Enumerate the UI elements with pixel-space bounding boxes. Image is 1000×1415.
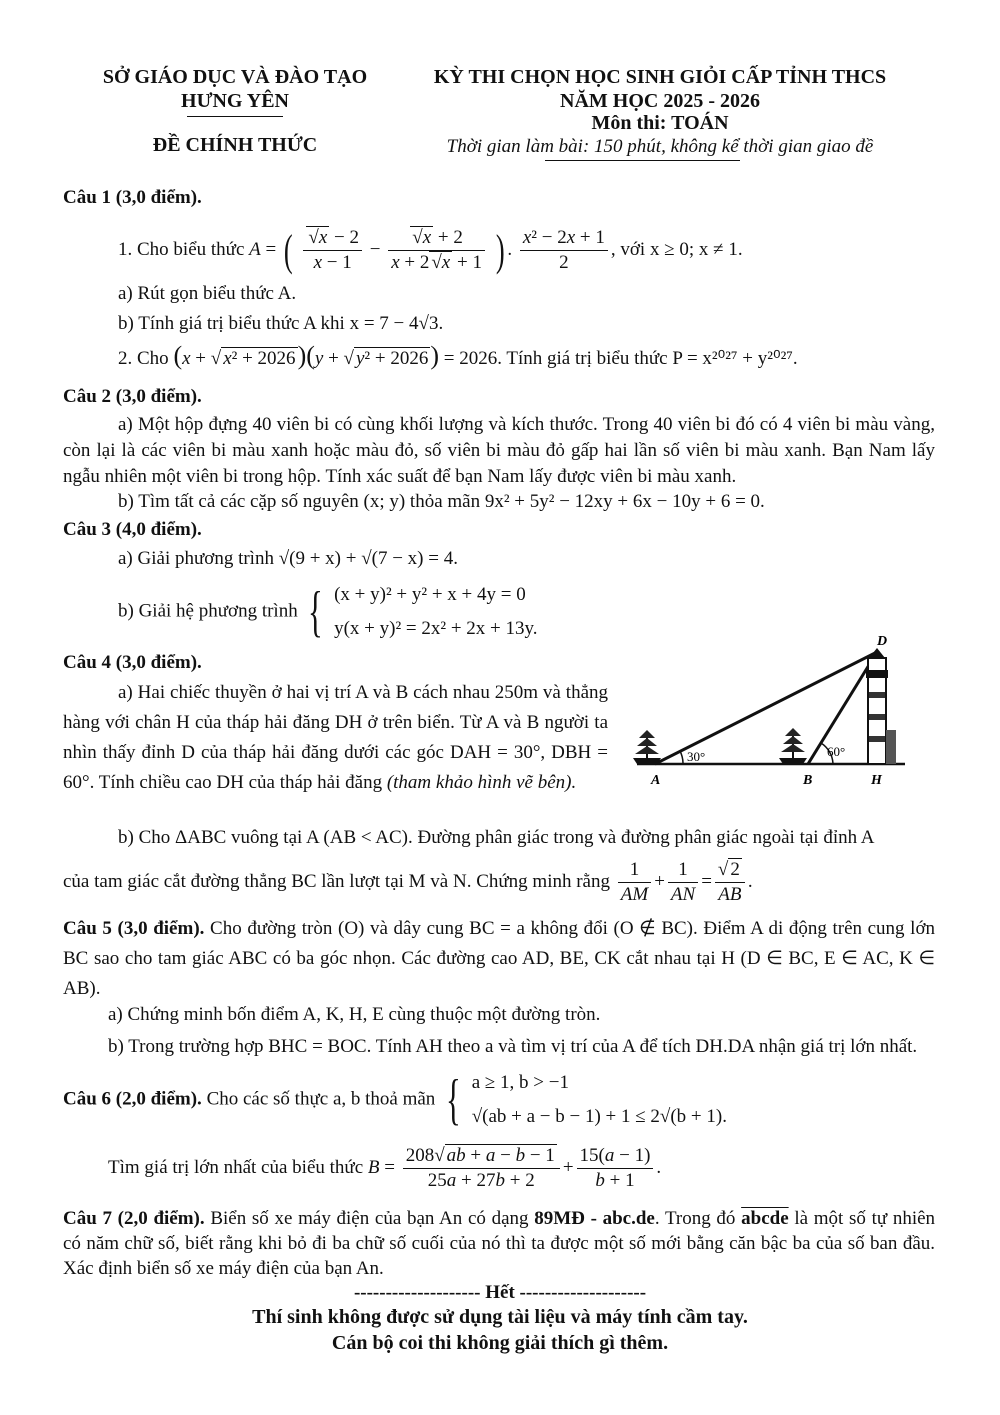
official-label: ĐỀ CHÍNH THỨC (152, 134, 318, 156)
time-underline (545, 160, 740, 161)
q5-a: a) Chứng minh bốn điểm A, K, H, E cùng thuộc một đường tròn. (108, 1004, 601, 1025)
school-year: NĂM HỌC 2025 - 2026 (560, 90, 760, 112)
q1-b: b) Tính giá trị biểu thức A khi x = 7 − 4√3. (118, 313, 444, 334)
q5-title: Câu 5 (3,0 điểm). (63, 918, 205, 939)
q3-b-prefix: b) Giải hệ phương trình (118, 600, 298, 622)
q4-b-line2: của tam giác cắt đường thẳng BC lần lượt tại M và N. Chứng minh rằng $\frac{1}{AM}$ + $\frac{1}{AN}$ = $\frac{√ 2}{AB}$ . (63, 859, 753, 906)
q6-title: Câu 6 (2,0 điểm). (63, 1088, 202, 1110)
q4-a (63, 678, 608, 798)
q3-eq1: (x + y)² + y² + x + 4y = 0 (334, 584, 526, 605)
q6-cond1: a ≥ 1, b > −1 (471, 1072, 569, 1093)
q7-plate: 89MĐ - abc.de (534, 1208, 655, 1229)
q7-digits: abcde (741, 1208, 789, 1229)
angle-b-label: 60° (827, 744, 846, 759)
footer-note-2: Cán bộ coi thi không giải thích gì thêm. (331, 1332, 669, 1354)
q7-text3: là một số tự nhiên có năm chữ số, biết rằng khi bỏ đi ba chữ số cuối của nó thì ta được một số mới bằng căn bậc ba của số ban đầu. Xác định biển số xe máy điện của bạn An. (63, 1208, 936, 1279)
q5-text (63, 914, 935, 1004)
q1-condition: , với x ≥ 0; x ≠ 1. (610, 238, 743, 260)
q7-title: Câu 7 (2,0 điểm). (63, 1208, 205, 1229)
q1-p2-mid: = 2026. Tính giá trị biểu thức (443, 348, 668, 369)
angle-arc-a (680, 751, 683, 764)
q3-b: b) Giải hệ phương trình { (x + y)² + y² + x + 4y = 0 y(x + y)² = 2x² + 2x + 13y. (118, 578, 538, 646)
point-b-label: B (803, 773, 813, 788)
q2-b: b) Tìm tất cả các cặp số nguyên (x; y) thỏa mãn 9x² + 5y² − 12xy + 6x − 10y + 6 = 0. (118, 491, 765, 512)
q1-p2-prefix: 2. Cho (118, 348, 169, 369)
q1-frac-1: $\frac{√x - 2}{x - 1}$ (303, 226, 362, 275)
q6-cond2: √(ab + a − b − 1) + 1 ≤ 2√(b + 1). (471, 1106, 727, 1127)
time-limit: Thời gian làm bài: 150 phút, không kể thời gian giao đề (446, 136, 874, 157)
province-name: HƯNG YÊN (181, 90, 289, 112)
lighthouse-figure (625, 630, 915, 795)
q1-expression-line: 1. Cho biểu thức A = ( $\frac{√x - 2}{x - 1}$ − $\frac{√x + 2}{x + 2 √x + 1}$ ) . $\frac{\text{x² − 2x + 1}}{2}$ , với x ≥ 0; x ≠ 1. (118, 225, 743, 275)
q4-a-text: a) Hai chiếc thuyền ở hai vị trí A và B cách nhau 250m và thẳng hàng với chân H của tháp hải đăng DH ở trên biển. Từ A và B người ta nhìn thấy đỉnh D của tháp hải đăng dưới các góc DAH = 30°, DBH = 60°. Tính chiều cao DH của tháp hải đăng (63, 682, 608, 793)
subject: Môn thi: TOÁN (591, 112, 729, 134)
q1-part2: 2. Cho (x + √ x² + 2026)(y + √ y² + 2026) = 2026. Tính giá trị biểu thức P = x²⁰²⁷ + y²⁰²⁷. (118, 341, 798, 370)
footer-note-1: Thí sinh không được sử dụng tài liệu và máy tính cầm tay. (252, 1306, 748, 1328)
q2-a: a) Một hộp đựng 40 viên bi có cùng khối lượng và kích thước. Trong 40 viên bi đó có 4 viên bi màu vàng, còn lại là các viên bi màu xanh hoặc màu đỏ, số viên bi màu đỏ gấp hai lần số viên bi màu xanh. Bạn Nam lấy ngẫu nhiên một viên bi trong hộp. Tính xác suất để bạn Nam lấy được viên bi màu xanh. (63, 414, 935, 487)
q7-text (63, 1206, 935, 1281)
q1-title: Câu 1 (3,0 điểm). (63, 187, 202, 208)
boat-b-icon (779, 728, 807, 764)
header-underline (187, 116, 283, 117)
q1-a: a) Rút gọn biểu thức A. (118, 283, 297, 304)
end-marker: -------------------- Hết -------------------- (353, 1282, 647, 1303)
point-h-label: H (871, 773, 882, 788)
q7-text2: . Trong đó (654, 1208, 736, 1229)
q3-a: a) Giải phương trình √(9 + x) + √(7 − x) = 4. (118, 548, 458, 569)
q6-find-text: Tìm giá trị lớn nhất của biểu thức (108, 1157, 364, 1178)
point-a-label: A (651, 773, 661, 788)
department-name: SỞ GIÁO DỤC VÀ ĐÀO TẠO (102, 66, 368, 88)
q1-frac-3: $\frac{\text{x² − 2x + 1}}{2}$ (520, 226, 608, 275)
q4-b2-text: của tam giác cắt đường thẳng BC lần lượt tại M và N. Chứng minh rằng (63, 871, 610, 892)
q1-p1-prefix: 1. Cho biểu thức (118, 238, 245, 260)
q3-eq2: y(x + y)² = 2x² + 2x + 13y. (334, 618, 538, 639)
q3-title: Câu 3 (4,0 điểm). (63, 519, 202, 540)
q6-line: Câu 6 (2,0 điểm). Cho các số thực a, b thoả mãn { a ≥ 1, b > −1 √(ab + a − b − 1) + 1 ≤ 2√(b + 1). (63, 1066, 727, 1134)
point-d-label: D (877, 634, 888, 649)
angle-a-label: 30° (687, 749, 706, 764)
q1-p2-expr: P = x²⁰²⁷ + y²⁰²⁷. (672, 348, 798, 369)
q1-frac-2: $\frac{√x + 2}{x + 2 √x + 1}$ (388, 226, 485, 275)
q7-text1: Biển số xe máy điện của bạn An có dạng (210, 1208, 529, 1229)
q6-prefix: Cho các số thực a, b thoả mãn (206, 1088, 436, 1110)
q5-b: b) Trong trường hợp BHC = BOC. Tính AH theo a và tìm vị trí của A để tích DH.DA nhận giá trị lớn nhất. (108, 1036, 918, 1057)
exam-title: KỲ THI CHỌN HỌC SINH GIỎI CẤP TỈNH THCS (433, 66, 887, 88)
q6-find: Tìm giá trị lớn nhất của biểu thức B = $\frac{208√ ab + a - b - 1}{25a + 27b + 2}$ + $\frac{15(a - 1)}{b + 1}$ . (108, 1145, 662, 1192)
q5-body: Cho đường tròn (O) và dây cung BC = a không đổi (O ∉ BC). Điểm A di động trên cung lớn BC sao cho tam giác ABC có ba góc nhọn. Các đường cao AD, BE, CK cắt nhau tại H (D ∈ BC, E ∈ AC, K ∈ AB). (63, 918, 935, 999)
boat-a-icon (633, 730, 661, 764)
q4-title: Câu 4 (3,0 điểm). (63, 652, 202, 673)
lighthouse-icon (866, 648, 896, 764)
q4-b-line1: b) Cho ΔABC vuông tại A (AB < AC). Đường phân giác trong và đường phân giác ngoài tại đỉnh A (118, 827, 875, 848)
q2-title: Câu 2 (3,0 điểm). (63, 386, 202, 407)
q4-a-note: (tham khảo hình vẽ bên). (386, 772, 577, 793)
